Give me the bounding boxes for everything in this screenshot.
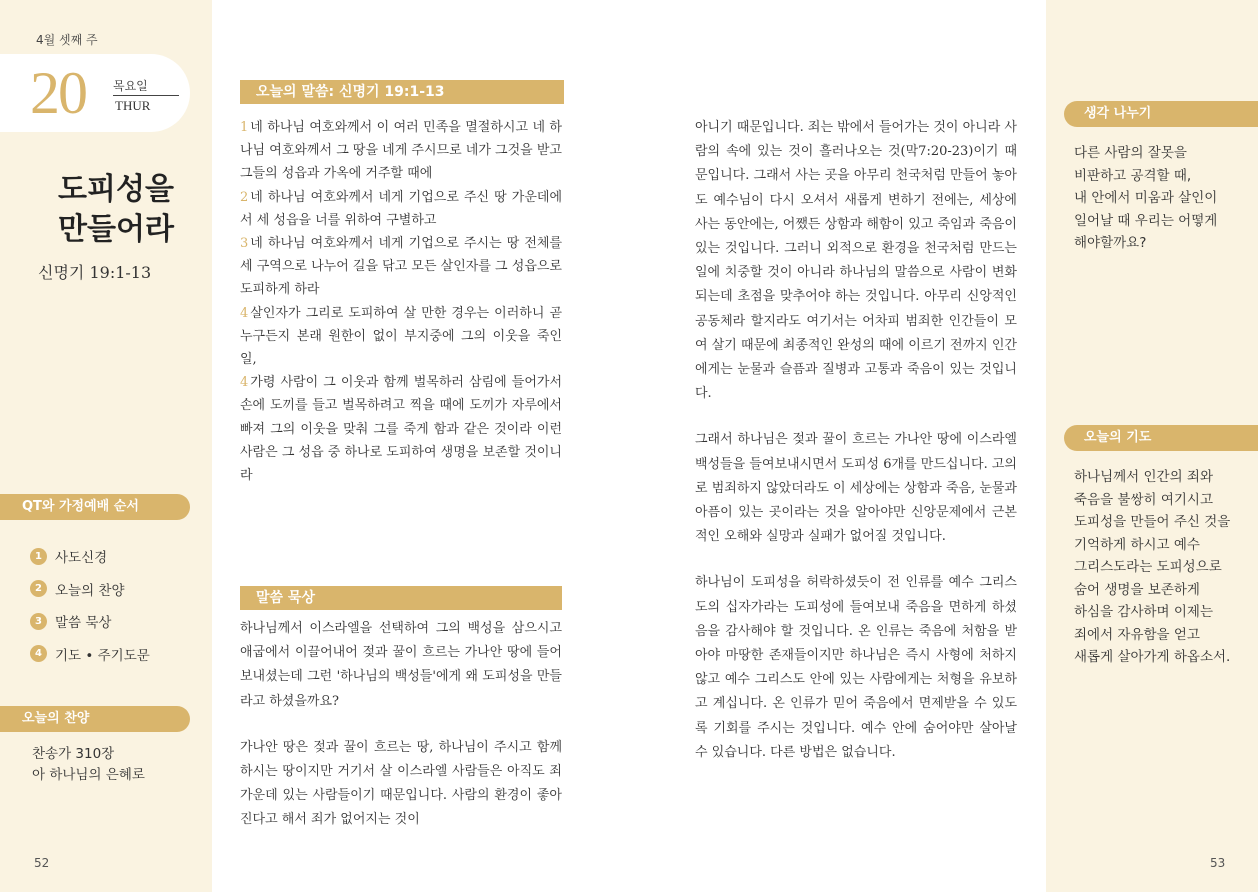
hymn-number: 찬송가 310장 — [32, 746, 115, 762]
verse — [240, 116, 562, 186]
weekday-english: THUR — [115, 98, 151, 113]
prayer-heading: 오늘의 기도 — [1064, 425, 1258, 451]
order-item — [30, 605, 150, 638]
meditation-paragraph: 가나안 땅은 젖과 꿀이 흐르는 땅, 하나님이 주시고 함께 하시는 땅이지만 거기서 살 이스라엘 사람들은 아직도 죄 가운데 있는 사람들이기 때문입니다. 사람의 환경이 좋아진다고 해서 죄가 없어지는 것이 — [240, 739, 562, 828]
page-title — [36, 170, 196, 250]
meditation-column-right — [695, 116, 1017, 765]
day-number: 20 — [30, 60, 86, 126]
prayer-text: 하나님께서 인간의 죄와 죽음을 불쌍히 여기시고 도피성을 만들어 주신 것을 기억하게 하시고 예수 그리스도라는 도피성으로 숨어 생명을 보존하게 하심을 감사하며 이제는 죄에서 자유함을 얻고 새롭게 살아가게 하옵소서. — [1074, 469, 1231, 665]
date-badge — [0, 54, 190, 132]
verse-number: 4 — [240, 305, 249, 321]
meditation-column-left — [240, 617, 562, 833]
weekday-korean: 목요일 — [113, 79, 148, 93]
meditation-paragraph: 아니기 때문입니다. 죄는 밖에서 들어가는 것이 아니라 사람의 속에 있는 것이 흘러나오는 것(막7:20-23)이기 때문입니다. 그래서 사는 곳을 아무리 천국처럼 만들어 놓아도 예수님이 다시 오셔서 새롭게 변하기 전에는, 세상에 사는 동안에는, 어쨌든 상함과 해함이 있고 죽임과 죽음이 있는 것입니다. 그러니 외적으로 환경을 천국처럼 만드는 일에 치중할 것이 아니라 하나님의 말씀으로 사람이 변화되는데 초점을 맞추어야 하는 것입니다. 아무리 신앙적인 공동체라 할지라도 여기서는 어차피 범죄한 인간들이 모여 살기 때문에 최종적인 완성의 때에 이르기 전까지 인간에게는 눈물과 슬픔과 질병과 고통과 죽음이 있는 것입니다. — [695, 120, 1017, 402]
verse — [240, 302, 562, 372]
meditation-heading: 말씀 묵상 — [240, 586, 562, 610]
verse — [240, 371, 562, 487]
verse-number: 3 — [240, 236, 249, 252]
hymn-info — [32, 744, 145, 786]
page-number-left: 52 — [34, 856, 50, 870]
verse-text: 네 하나님 여호와께서 네게 기업으로 주시는 땅 전체를 세 구역으로 나누어 길을 닦고 모든 살인자를 그 성읍으로 도피하게 하라 — [240, 236, 562, 298]
order-item — [30, 573, 150, 606]
page-title-line-2: 만들어라 — [58, 212, 174, 247]
verse-number: 1 — [240, 120, 249, 135]
hymn-heading: 오늘의 찬양 — [0, 706, 190, 732]
page-number-right: 53 — [1210, 856, 1226, 870]
order-item-label: 말씀 묵상 — [55, 615, 112, 632]
week-label: 4월 셋째 주 — [36, 33, 98, 47]
scripture-heading: 오늘의 말씀: 신명기 19:1-13 — [240, 80, 564, 104]
order-item-label: 오늘의 찬양 — [55, 582, 125, 599]
share-heading: 생각 나누기 — [1064, 101, 1258, 127]
order-number-badge: 1 — [30, 548, 47, 565]
title-reference: 신명기 19:1-13 — [38, 263, 152, 282]
order-item — [30, 540, 150, 573]
order-item-label: 사도신경 — [55, 550, 108, 567]
verse-text: 네 하나님 여호와께서 이 여러 민족을 멸절하시고 네 하나님 여호와께서 그 땅을 네게 주시므로 네가 그것을 받고 그들의 성읍과 가옥에 거주할 때에 — [240, 120, 562, 182]
verse — [240, 186, 562, 232]
order-item — [30, 638, 150, 671]
order-heading: QT와 가정예배 순서 — [0, 494, 190, 520]
weekday-divider — [113, 95, 179, 96]
meditation-paragraph: 그래서 하나님은 젖과 꿀이 흐르는 가나안 땅에 이스라엘 백성들을 들여보내시면서 도피성 6개를 만드십니다. 고의로 범죄하지 않았더라도 이 세상에는 상함과 죽음, 눈물과 아픔이 있는 곳이라는 것을 알아야만 신앙문제에서 근본적인 오해와 실망과 실패가 없어질 것입니다. — [695, 432, 1017, 545]
verse-text: 네 하나님 여호와께서 네게 기업으로 주신 땅 가운데에서 세 성읍을 너를 위하여 구별하고 — [240, 189, 562, 228]
verse-number: 4 — [240, 375, 249, 391]
verse-text: 살인자가 그리로 도피하여 살 만한 경우는 이러하니 곧 누구든지 본래 원한이 없이 부지중에 그의 이웃을 죽인 일, — [240, 305, 562, 368]
order-number-badge: 3 — [30, 613, 47, 630]
verse-text: 가령 사람이 그 이웃과 함께 벌목하러 삼림에 들어가서 손에 도끼를 들고 벌목하려고 찍을 때에 도끼가 자루에서 빠져 그의 이웃을 맞춰 그를 죽게 함과 같은 것이라 이런 사람은 그 성읍 중 하나로 도피하여 생명을 보존할 것이니라 — [240, 375, 562, 484]
verse-number: 2 — [240, 189, 249, 205]
order-list — [30, 540, 150, 670]
order-number-badge: 2 — [30, 580, 47, 597]
order-item-label: 기도 • 주기도문 — [55, 647, 150, 664]
order-number-badge: 4 — [30, 645, 47, 662]
page-title-line-1: 도피성을 — [58, 172, 174, 207]
share-question: 다른 사람의 잘못을 비판하고 공격할 때, 내 안에서 미움과 살인이 일어날 때 우리는 어떻게 해야할까요? — [1074, 145, 1218, 251]
meditation-paragraph: 하나님께서 이스라엘을 선택하여 그의 백성을 삼으시고 애굽에서 이끌어내어 젖과 꿀이 흐르는 가나안 땅에 들어보내셨는데 그런 '하나님의 백성들'에게 왜 도피성을 만들라고 하셨을까요? — [240, 621, 562, 709]
meditation-paragraph: 하나님이 도피성을 허락하셨듯이 전 인류를 예수 그리스도의 십자가라는 도피성에 들여보내 죽음을 면하게 하셨음을 감사해야 할 것입니다. 온 인류는 죽음에 처함을 받아야 마땅한 존재들이지만 하나님은 즉시 사형에 처하지 않고 예수 그리스도 안에 있는 사람에게는 처형을 유보하고 계십니다. 온 인류가 믿어 죽음에서 면제받을 수 있도록 기회를 주시는 것입니다. 예수 안에 숨어야만 살아날 수 있습니다. 다른 방법은 없습니다. — [695, 575, 1017, 760]
verse — [240, 232, 562, 302]
scripture-passage — [240, 116, 562, 487]
hymn-title: 아 하나님의 은혜로 — [32, 767, 145, 783]
